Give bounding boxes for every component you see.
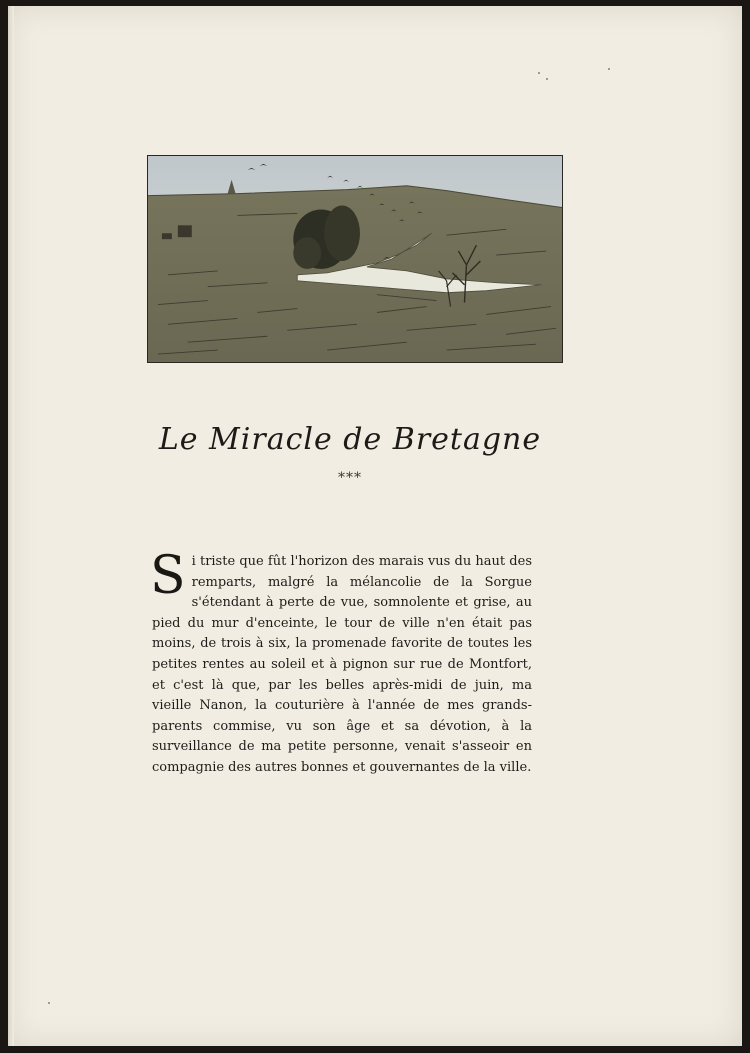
page-edge-shadow bbox=[8, 6, 14, 1046]
paper-fleck bbox=[546, 78, 548, 80]
paper-fleck bbox=[608, 68, 610, 70]
distant-hut bbox=[162, 233, 172, 239]
book-page bbox=[8, 6, 742, 1046]
drop-cap-letter: S bbox=[150, 546, 186, 606]
paper-fleck bbox=[538, 72, 540, 74]
marsh-landscape-illustration bbox=[147, 155, 563, 363]
marsh-landscape-drawing bbox=[148, 156, 562, 362]
distant-hut bbox=[178, 225, 192, 237]
title-ornament: *** bbox=[338, 470, 362, 486]
tree-clump bbox=[324, 206, 360, 261]
chapter-title: Le Miracle de Bretagne bbox=[158, 422, 542, 457]
opening-paragraph bbox=[150, 546, 532, 779]
tree-clump bbox=[293, 237, 321, 269]
paper-fleck bbox=[48, 1002, 50, 1004]
paragraph-text: i triste que fût l'horizon des marais vus du haut des remparts, malgré la mélancolie de la Sorgue s'étendant à perte de vue, somnolente et grise, au pied du mur d'enceinte, le tour de ville n'en était pas moins, de trois à six, la promenade favorite de toutes les petites rentes au soleil et à pignon sur rue de Montfort, et c'est là que, par les belles après-midi de juin, ma vieille Nanon, la couturière à l'année de mes grands-parents commise, vu son âge et sa dévotion, à la surveillance de ma petite personne, venait s'asseoir en compagnie des autres bonnes et gouvernantes de la ville. bbox=[152, 554, 532, 775]
